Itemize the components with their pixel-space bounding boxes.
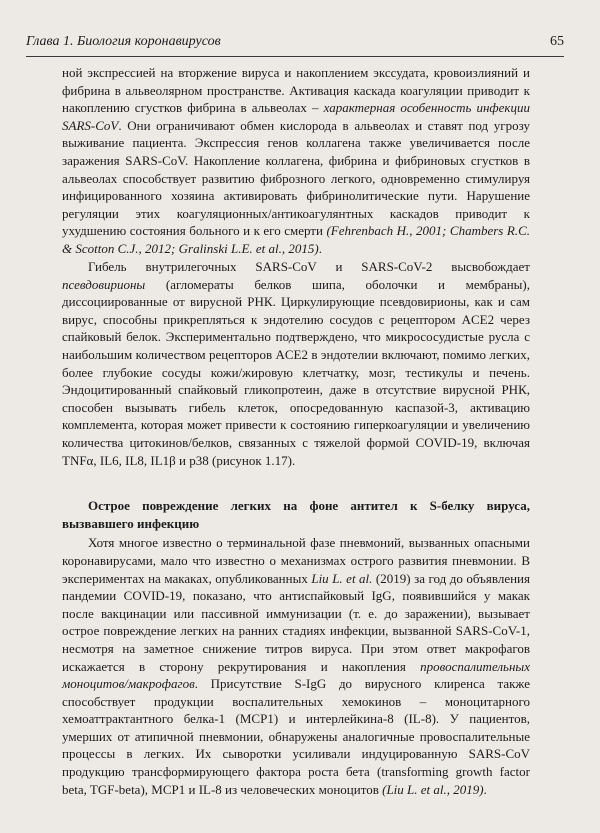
paragraph-2 bbox=[62, 258, 530, 469]
chapter-title: Глава 1. Биология коронавирусов bbox=[26, 34, 221, 49]
p1-emphasis: характерная особенность инфекции SARS-CoV bbox=[62, 100, 530, 133]
p1-text-c: . Они ограничивают обмен кислорода в альвеолах и ставят под угрозу выживание пациента. Экспрессия генов коллагена также увеличивается после заражения SARS-CoV. Накопление коллагена, фибрина и фибриновых сгустков в альвеолах способствует развитию фиброзного легкого, одновременно стимулируя инфицированного хозяина активировать фибринолитические пути. Нарушение регуляции этих коагуляционных/антикоагулянтных каскадов приводит к ухудшению состояния больного и к его смерти bbox=[62, 117, 530, 239]
p2-text-c: (агломераты белков шипа, оболочки и мембраны), диссоциированные от вирусной РНК. Циркулирующие псевдовирионы, как и сам вирус, способны прикрепляться к эндотелию сосудов с рецептором ACE2 через спайковый белок. Экспериментально подтверждено, что микрососудистые русла с наибольшим количеством рецепторов ACE2 в эндотелии включают, помимо легких, более глубокие сосуды кожи/жировую клетчатку, мозг, тестикулы и печень. Эндоцитированный спайковый гликопротеин, даже в отсутствие вирусной РНК, способен вызывать гибель клеток, опосредованную каспазой-3, активацию комплемента, которая может привести к состоянию гиперкоагуляции и увеличению количества цитокинов/белков, связанных с тяжелой формой COVID-19, включая TNFα, IL6, IL8, IL1β и p38 (рисунок 1.17). bbox=[62, 276, 530, 468]
p3-citation-author: Liu L. et al. bbox=[311, 570, 373, 586]
p3-text-c: (2019) за год до объявления пандемии COVID-19, показано, что антиспайковый IgG, появившийся у макак после вакцинации или пассивной иммунизации (т. е. до заражении), вызывает острое повреждение легких на ранних стадиях инфекции, вызванной SARS-CoV-1, несмотря на заметное снижение титров вируса. При этом ответ макрофагов искажается в сторону рекрутирования и накопления bbox=[62, 570, 530, 674]
section-heading: Острое повреждение легких на фоне антител к S-белку вируса, вызвавшего инфекцию bbox=[62, 498, 530, 531]
page-number: 65 bbox=[550, 34, 564, 49]
p2-emphasis: псевдовирионы bbox=[62, 276, 146, 292]
p2-text-a: Гибель внутрилегочных SARS-CoV и SARS-CoV-2 высвобождает bbox=[88, 259, 530, 275]
running-header bbox=[26, 34, 564, 57]
paragraph-1 bbox=[62, 64, 530, 258]
p3-emphasis: провоспалительных моноцитов/макрофагов bbox=[62, 658, 530, 692]
body-text bbox=[62, 64, 530, 798]
p1-citation: (Fehrenbach H., 2001; Chambers R.C. & Scotton C.J., 2012; Gralinski L.E. et al., 2015) bbox=[62, 223, 530, 256]
p3-citation: (Liu L. et al., 2019) bbox=[382, 781, 484, 797]
p3-text-g: . bbox=[483, 781, 487, 797]
p1-text-e: . bbox=[318, 240, 322, 256]
p3-text-e: . Присутствие S-IgG до вирусного клиренса также способствует продукции воспалительных хемокинов – моноцитарного хемоаттрактантного белка-1 (MCP1) и интерлейкина-8 (IL-8). У пациентов, умерших от атипичной пневмонии, обнаружены аналогичные провоспалительные процессы в легких. Их сыворотки усиливали индуцированную SARS-CoV продукцию трансформирующего фактора роста бета (transforming growth factor beta, TGF-beta), MCP1 и IL-8 из человеческих моноцитов bbox=[62, 676, 530, 797]
paragraph-3 bbox=[62, 534, 530, 798]
p1-text-a: ной экспрессией на вторжение вируса и накоплением экссудата, кровоизлияний и фибрина в альвеолярном пространстве. Активация каскада коагуляции приводит к накоплению сгустков фибрина в альвеолах – bbox=[62, 65, 530, 116]
p3-text-a: Хотя многое известно о терминальной фазе пневмоний, вызванных опасными коронавирусами, мало что известно о механизмах острого развития пневмонии. В экспериментах на макаках, опубликованных bbox=[62, 535, 530, 586]
